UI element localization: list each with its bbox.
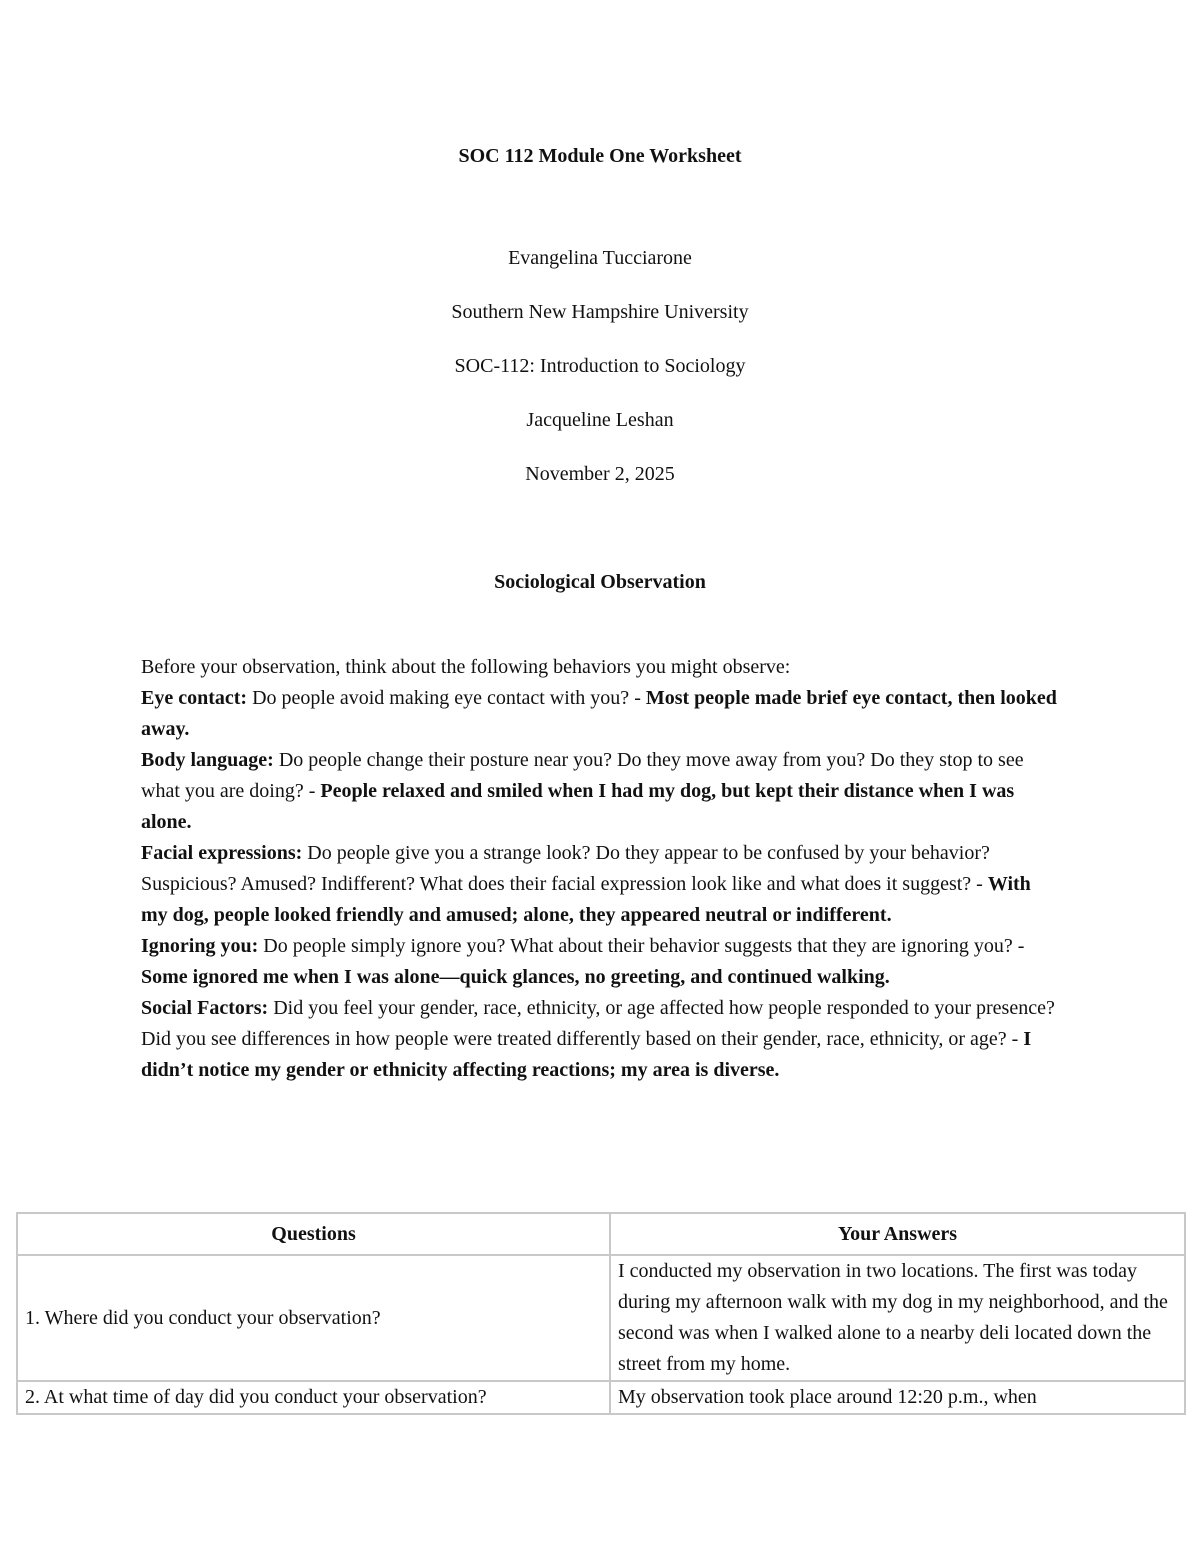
- prompt-question: Do people simply ignore you? What about their behavior suggests that they are ignoring you? -: [258, 935, 1025, 957]
- prompt-question: Did you feel your gender, race, ethnicity, or age affected how people responded to your presence? Did you see differences in how people were treated differently based on their gender, race, ethnicity, or age? -: [141, 997, 1055, 1050]
- column-header-questions: Questions: [17, 1213, 610, 1255]
- prompt-label: Ignoring you:: [141, 935, 259, 957]
- questions-answers-table: [16, 1212, 1186, 1415]
- prompt-eye-contact: [141, 683, 1061, 745]
- question-cell: 2. At what time of day did you conduct your observation?: [17, 1381, 610, 1414]
- prompt-answer: With my dog, people looked friendly and amused; alone, they appeared neutral or indifferent.: [141, 873, 1031, 926]
- prompt-label: Body language:: [141, 749, 274, 771]
- table-header-row: [17, 1213, 1185, 1255]
- prompt-body-language: [141, 745, 1061, 838]
- page-title: SOC 112 Module One Worksheet: [458, 145, 742, 167]
- title-block: [0, 244, 1200, 514]
- instructor-name: Jacqueline Leshan: [526, 409, 674, 431]
- prompt-question: Do people give you a strange look? Do they appear to be confused by your behavior? Suspicious? Amused? Indifferent? What does their facial expression look like and what does it suggest? -: [141, 842, 990, 895]
- prompt-answer: People relaxed and smiled when I had my dog, but kept their distance when I was alone.: [141, 780, 1015, 833]
- prompt-question: Do people change their posture near you? Do they move away from you? Do they stop to see what you are doing? -: [141, 749, 1024, 802]
- prompt-label: Social Factors:: [141, 997, 269, 1019]
- date: November 2, 2025: [525, 463, 675, 485]
- prompt-question: Do people avoid making eye contact with you? -: [247, 687, 646, 709]
- answer-cell: I conducted my observation in two locations. The first was today during my afternoon walk with my dog in my neighborhood, and the second was when I walked alone to a nearby deli located down the street from my home.: [610, 1255, 1185, 1381]
- column-header-answers: Your Answers: [610, 1213, 1185, 1255]
- observation-prompts: [141, 652, 1061, 1086]
- intro-text: Before your observation, think about the following behaviors you might observe:: [141, 656, 791, 678]
- question-cell: 1. Where did you conduct your observation?: [17, 1255, 610, 1381]
- section-heading: Sociological Observation: [494, 571, 706, 593]
- answer-cell: My observation took place around 12:20 p.m., when: [610, 1381, 1185, 1414]
- author-name: Evangelina Tucciarone: [508, 247, 692, 269]
- prompt-answer: Most people made brief eye contact, then looked away.: [141, 687, 1057, 740]
- prompt-social-factors: [141, 993, 1061, 1086]
- prompt-label: Eye contact:: [141, 687, 248, 709]
- institution: Southern New Hampshire University: [451, 301, 749, 323]
- table-row: [17, 1381, 1185, 1414]
- prompt-answer: I didn’t notice my gender or ethnicity affecting reactions; my area is diverse.: [141, 1028, 1032, 1081]
- prompt-ignoring-you: [141, 931, 1061, 993]
- prompt-label: Facial expressions:: [141, 842, 303, 864]
- table-row: [17, 1255, 1185, 1381]
- prompt-answer: Some ignored me when I was alone—quick glances, no greeting, and continued walking.: [141, 966, 890, 988]
- course-name: SOC-112: Introduction to Sociology: [454, 355, 746, 377]
- prompt-facial-expressions: [141, 838, 1061, 931]
